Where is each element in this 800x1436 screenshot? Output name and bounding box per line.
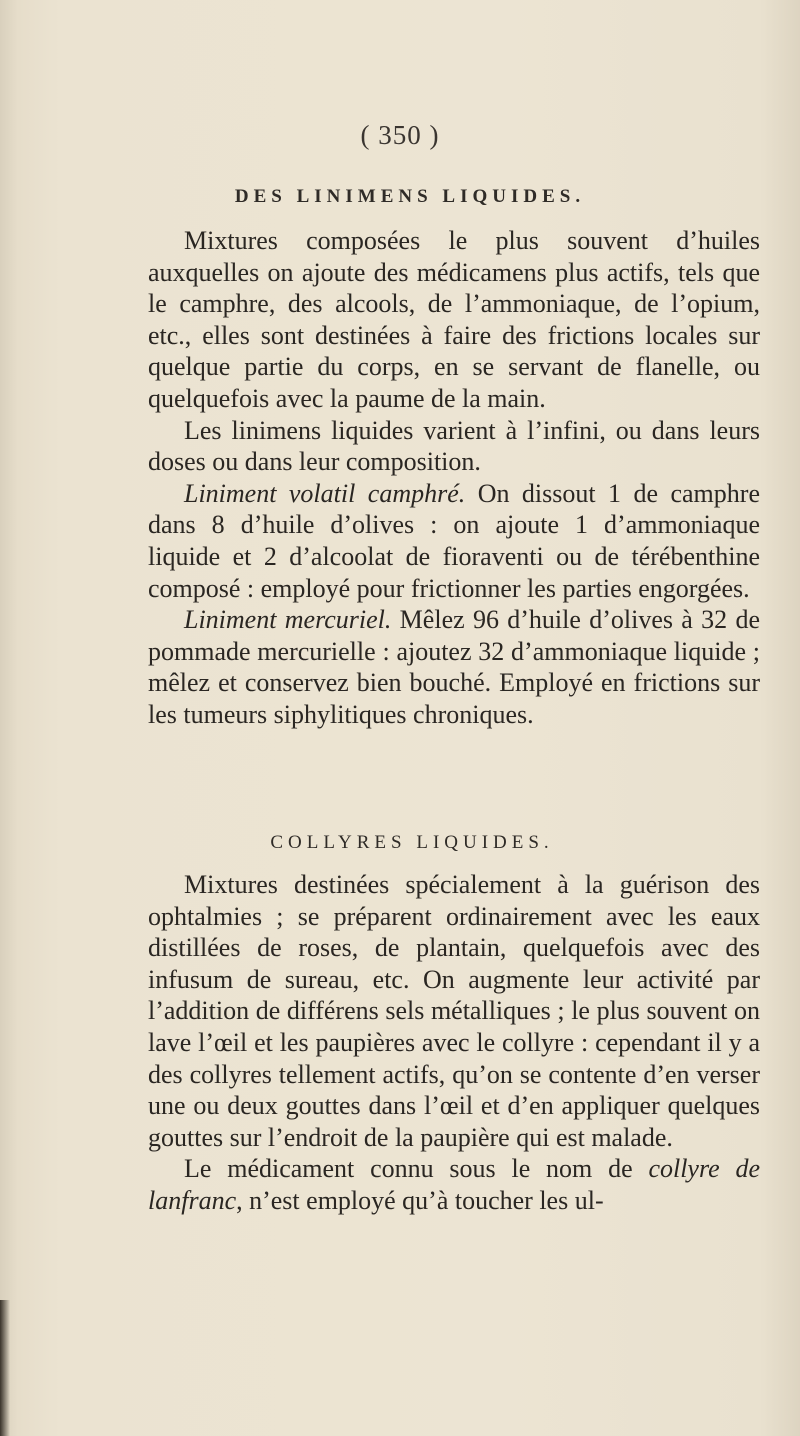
section-heading-collyres: COLLYRES LIQUIDES. (270, 832, 554, 853)
section-heading-liniments: DES LINIMENS LIQUIDES. (234, 186, 586, 207)
paragraph-collyres-intro: Mixtures destinées spécialement à la guérison des ophtalmies ; se préparent ordinairement avec les eaux distillées de roses, de plantain, quelquefois avec des infusum de sureau, etc. On augmente leur activité par l’addition de différens sels métalliques ; le plus souvent on lave l’œil et les paupières avec le collyre : cependant il y a des collyres tellement actifs, qu’on se contente d’en verser une ou deux gouttes dans l’œil et d’en appliquer quelques gouttes sur l’endroit de la paupière qui est malade. (148, 870, 760, 1152)
recipe-text-mercuriel: Mêlez 96 d’huile d’olives à 32 de pommade mercurielle : ajoutez 32 d’ammoniaque liquide ; mêlez et conservez bien bouché. Employé en frictions sur les tumeurs siphylitiques chroniques. (148, 605, 760, 729)
lanfranc-title: collyre de lanfranc (148, 1154, 761, 1215)
paragraph-liniment-volatil (148, 478, 760, 604)
paragraph-liniments-intro: Mixtures composées le plus souvent d’huiles auxquelles on ajoute des médicamens plus actifs, tels que le camphre, des alcools, de l’ammoniaque, de l’opium, etc., elles sont destinées à faire des frictions locales sur quelque partie du corps, en se servant de flanelle, ou quelquefois avec la paume de la main. (148, 226, 760, 413)
collyres-text (148, 869, 760, 1217)
lanfranc-text-end: , n’est employé qu’à toucher les ul- (236, 1185, 604, 1215)
recipe-text-volatil: On dissout 1 de camphre dans 8 d’huile d’olives : on ajoute 1 d’ammoniaque liquide et 2 d’alcoolat de fioraventi ou de térébenthine composé : employé pour frictionner les parties engorgées. (148, 478, 760, 603)
paragraph-liniment-mercuriel (148, 604, 760, 730)
page-edge-shadow (0, 1300, 10, 1436)
paragraph-liniments-variation: Les linimens liquides varient à l’infini, ou dans leurs doses ou dans leur composition. (148, 415, 760, 477)
lanfranc-text-start: Le médicament connu sous le nom de (184, 1154, 649, 1184)
recipe-title-mercuriel: Liniment mercuriel. (184, 605, 392, 635)
liniments-text (148, 225, 760, 731)
page-number: ( 350 ) (360, 120, 440, 150)
paragraph-collyre-lanfranc (148, 1153, 760, 1216)
recipe-title-volatil: Liniment volatil camphré. (184, 478, 466, 508)
